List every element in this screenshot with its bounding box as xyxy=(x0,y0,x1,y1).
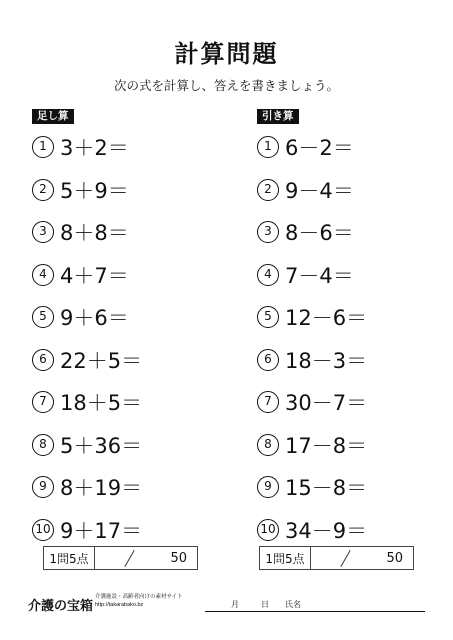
problem-expression: 34－9＝ xyxy=(285,518,368,543)
problem-number: 9 xyxy=(257,476,279,498)
problem-expression: 8－6＝ xyxy=(285,221,354,246)
problem-expression: 6－2＝ xyxy=(285,136,354,161)
addition-problem xyxy=(32,254,232,297)
month-label: 月 xyxy=(231,600,239,609)
subtraction-problem xyxy=(257,339,453,382)
problem-number: 1 xyxy=(32,136,54,158)
points-per-question: 1問5点 xyxy=(44,547,95,569)
problem-number: 3 xyxy=(257,221,279,243)
addition-problem xyxy=(32,381,232,424)
addition-problem xyxy=(32,211,232,254)
problem-number: 5 xyxy=(257,306,279,328)
score-entry-area[interactable] xyxy=(311,547,413,569)
site-tagline: 介護施設・高齢者向けの素材サイト xyxy=(95,594,183,600)
addition-problem xyxy=(32,424,232,467)
date-name-line[interactable] xyxy=(205,597,425,612)
addition-problem xyxy=(32,126,232,169)
problem-expression: 9－4＝ xyxy=(285,178,354,203)
problem-number: 7 xyxy=(257,391,279,413)
subtraction-problem-list xyxy=(257,126,453,551)
addition-problem xyxy=(32,509,232,552)
subtraction-problem xyxy=(257,211,453,254)
problem-expression: 12－6＝ xyxy=(285,306,368,331)
site-url[interactable]: http://takarabako.bz xyxy=(95,602,144,608)
problem-number: 3 xyxy=(32,221,54,243)
subtraction-problem xyxy=(257,381,453,424)
problem-expression: 3＋2＝ xyxy=(60,136,129,161)
problem-number: 6 xyxy=(32,349,54,371)
page-title: 計算問題 xyxy=(174,40,279,68)
score-total: 50 xyxy=(386,551,403,566)
addition-problem xyxy=(32,339,232,382)
problem-number: 10 xyxy=(32,519,54,541)
problem-expression: 15－8＝ xyxy=(285,476,368,501)
subtraction-problem xyxy=(257,424,453,467)
problem-expression: 9＋17＝ xyxy=(60,518,143,543)
problem-expression: 9＋6＝ xyxy=(60,306,129,331)
points-per-question: 1問5点 xyxy=(260,547,311,569)
subtraction-section-label: 引き算 xyxy=(257,109,299,124)
subtraction-problem xyxy=(257,509,453,552)
problem-expression: 5＋9＝ xyxy=(60,178,129,203)
problem-number: 7 xyxy=(32,391,54,413)
day-label: 日 xyxy=(261,600,269,609)
problem-expression: 22＋5＝ xyxy=(60,348,143,373)
subtraction-problem xyxy=(257,169,453,212)
subtraction-column xyxy=(257,104,453,551)
fraction-slash xyxy=(124,550,134,567)
problem-expression: 18－3＝ xyxy=(285,348,368,373)
addition-section-label: 足し算 xyxy=(32,109,74,124)
addition-problem xyxy=(32,169,232,212)
problem-expression: 30－7＝ xyxy=(285,391,368,416)
name-label: 氏名 xyxy=(285,600,301,609)
addition-score-box xyxy=(43,546,198,570)
addition-problem-list xyxy=(32,126,232,551)
problem-number: 9 xyxy=(32,476,54,498)
problem-expression: 8＋19＝ xyxy=(60,476,143,501)
problem-expression: 8＋8＝ xyxy=(60,221,129,246)
logo-text: 介護の宝箱 xyxy=(28,599,94,614)
subtraction-problem xyxy=(257,466,453,509)
addition-problem xyxy=(32,296,232,339)
problem-expression: 5＋36＝ xyxy=(60,433,143,458)
instruction-text: 次の式を計算し、答えを書きましょう。 xyxy=(113,78,339,93)
problem-expression: 17－8＝ xyxy=(285,433,368,458)
site-logo xyxy=(28,595,93,614)
addition-column xyxy=(32,104,232,551)
fraction-slash xyxy=(340,550,350,567)
score-total: 50 xyxy=(170,551,187,566)
subtraction-problem xyxy=(257,254,453,297)
problem-number: 10 xyxy=(257,519,279,541)
problem-number: 5 xyxy=(32,306,54,328)
problem-number: 8 xyxy=(32,434,54,456)
problem-number: 4 xyxy=(257,264,279,286)
problem-number: 8 xyxy=(257,434,279,456)
problem-expression: 7－4＝ xyxy=(285,263,354,288)
problem-number: 1 xyxy=(257,136,279,158)
score-entry-area[interactable] xyxy=(95,547,197,569)
problem-expression: 18＋5＝ xyxy=(60,391,143,416)
problem-expression: 4＋7＝ xyxy=(60,263,129,288)
problem-number: 4 xyxy=(32,264,54,286)
subtraction-problem xyxy=(257,126,453,169)
addition-problem xyxy=(32,466,232,509)
site-info xyxy=(95,593,183,609)
subtraction-score-box xyxy=(259,546,414,570)
problem-number: 6 xyxy=(257,349,279,371)
subtraction-problem xyxy=(257,296,453,339)
problem-number: 2 xyxy=(257,179,279,201)
problem-number: 2 xyxy=(32,179,54,201)
